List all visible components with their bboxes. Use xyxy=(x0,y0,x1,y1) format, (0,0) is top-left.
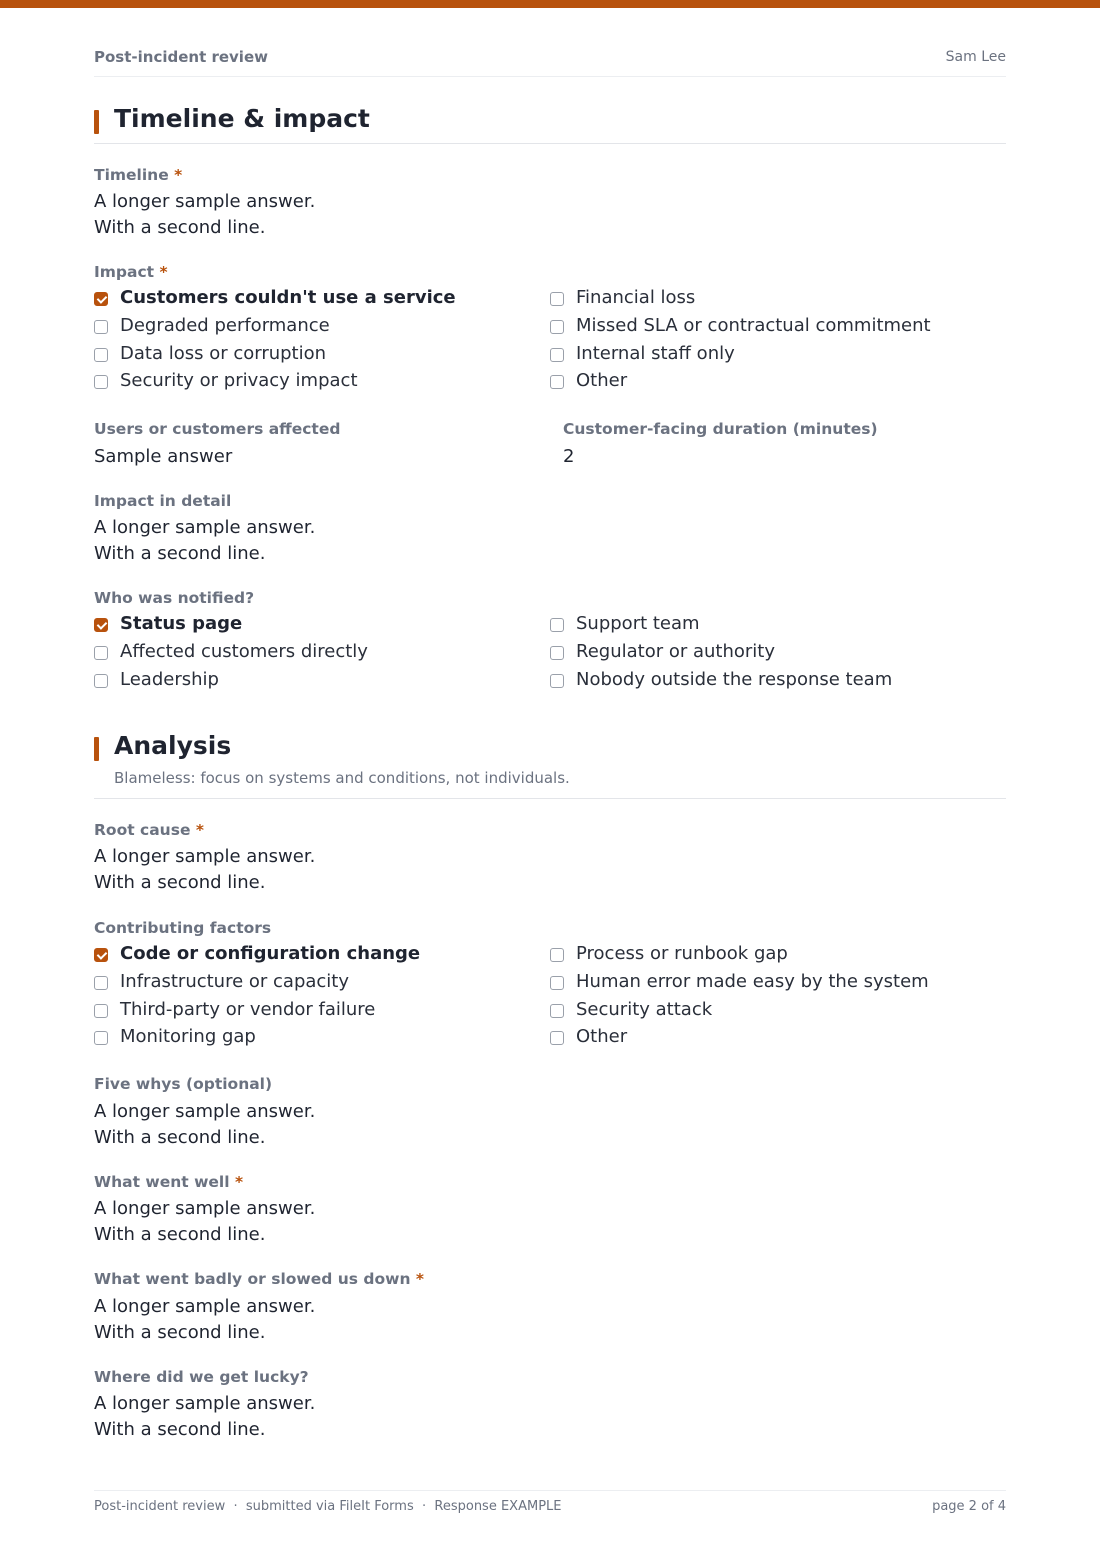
checkbox-empty-icon[interactable] xyxy=(94,976,108,990)
root-cause-label: Root cause * xyxy=(94,821,204,839)
checkbox-empty-icon[interactable] xyxy=(550,1031,564,1045)
required-marker: * xyxy=(159,263,168,281)
users-affected-label: Users or customers affected xyxy=(94,420,341,438)
checkbox-label: Financial loss xyxy=(576,287,696,308)
required-marker: * xyxy=(195,821,204,839)
checkbox-empty-icon[interactable] xyxy=(94,375,108,389)
section-accent-bar xyxy=(94,737,99,761)
notified-label: Who was notified? xyxy=(94,589,255,607)
duration-answer: 2 xyxy=(563,446,575,467)
impact-detail-answer: A longer sample answer. With a second line. xyxy=(94,517,316,564)
checkbox-label: Support team xyxy=(576,613,700,634)
checkbox-label: Other xyxy=(576,1026,628,1048)
section-subtitle: Blameless: focus on systems and conditions, not individuals. xyxy=(114,769,570,787)
checkbox-label: Leadership xyxy=(120,668,219,690)
checkbox-empty-icon[interactable] xyxy=(94,320,108,334)
duration-label: Customer-facing duration (minutes) xyxy=(563,420,878,438)
lucky-label: Where did we get lucky? xyxy=(94,1368,309,1386)
checkbox-empty-icon[interactable] xyxy=(94,674,108,688)
checkbox-empty-icon[interactable] xyxy=(550,292,564,306)
required-marker: * xyxy=(415,1270,425,1288)
root-cause-answer: A longer sample answer. With a second line. xyxy=(94,846,316,893)
checkbox-empty-icon[interactable] xyxy=(550,375,564,389)
checkbox-empty-icon[interactable] xyxy=(550,976,564,990)
five-whys-answer: A longer sample answer. With a second line. xyxy=(94,1101,316,1148)
page-header xyxy=(94,48,1006,77)
went-well-label: What went well * xyxy=(94,1173,244,1191)
section-timeline-impact xyxy=(94,104,1006,144)
checkbox-empty-icon[interactable] xyxy=(550,1004,564,1018)
checkbox-label: Infrastructure or capacity xyxy=(120,970,350,992)
timeline-label: Timeline * xyxy=(94,166,183,184)
impact-label: Impact * xyxy=(94,263,168,281)
checkbox-checked-icon[interactable] xyxy=(94,292,108,306)
went-badly-answer: A longer sample answer. With a second line. xyxy=(94,1296,316,1343)
checkbox-label: Process or runbook gap xyxy=(576,943,788,964)
checkbox-empty-icon[interactable] xyxy=(94,646,108,660)
five-whys-label: Five whys (optional) xyxy=(94,1075,273,1093)
users-affected-answer: Sample answer xyxy=(94,446,233,467)
checkbox-checked-icon[interactable] xyxy=(94,948,108,962)
checkbox-empty-icon[interactable] xyxy=(550,948,564,962)
checkbox-label: Human error made easy by the system xyxy=(576,970,929,992)
checkbox-label: Affected customers directly xyxy=(120,640,368,662)
checkbox-label: Degraded performance xyxy=(120,314,330,336)
form-title: Post-incident review xyxy=(94,48,268,66)
section-analysis xyxy=(94,731,1006,799)
checkbox-label: Status page xyxy=(120,613,243,634)
section-accent-bar xyxy=(94,110,99,134)
lucky-answer: A longer sample answer. With a second line. xyxy=(94,1393,316,1440)
checkbox-label: Security or privacy impact xyxy=(120,370,358,392)
accent-top-bar xyxy=(0,0,1100,8)
checkbox-label: Data loss or corruption xyxy=(120,342,327,364)
checkbox-label: Security attack xyxy=(576,998,713,1020)
timeline-answer: A longer sample answer. With a second line. xyxy=(94,191,316,238)
checkbox-empty-icon[interactable] xyxy=(550,320,564,334)
checkbox-empty-icon[interactable] xyxy=(550,618,564,632)
checkbox-label: Monitoring gap xyxy=(120,1026,256,1048)
checkbox-checked-icon[interactable] xyxy=(94,618,108,632)
required-marker: * xyxy=(174,166,183,184)
went-well-answer: A longer sample answer. With a second line. xyxy=(94,1198,316,1245)
checkbox-label: Regulator or authority xyxy=(576,640,775,662)
checkbox-label: Customers couldn't use a service xyxy=(120,287,456,308)
checkbox-label: Internal staff only xyxy=(576,342,735,364)
checkbox-label: Nobody outside the response team xyxy=(576,668,893,690)
respondent-name: Sam Lee xyxy=(945,49,1006,65)
checkbox-empty-icon[interactable] xyxy=(550,646,564,660)
footer-source: Post-incident review · submitted via FileIt Forms · Response EXAMPLE xyxy=(94,1499,562,1514)
checkbox-label: Third-party or vendor failure xyxy=(120,998,376,1020)
section-title: Analysis xyxy=(114,731,232,760)
went-badly-label: What went badly or slowed us down * xyxy=(94,1270,425,1288)
page-number: page 2 of 4 xyxy=(932,1499,1006,1514)
checkbox-empty-icon[interactable] xyxy=(94,1004,108,1018)
required-marker: * xyxy=(234,1173,244,1191)
section-title: Timeline & impact xyxy=(114,104,370,133)
page-footer xyxy=(94,1490,1006,1514)
checkbox-empty-icon[interactable] xyxy=(94,348,108,362)
checkbox-empty-icon[interactable] xyxy=(94,1031,108,1045)
checkbox-empty-icon[interactable] xyxy=(550,674,564,688)
checkbox-label: Missed SLA or contractual commitment xyxy=(576,314,931,336)
checkbox-label: Other xyxy=(576,370,628,392)
checkbox-label: Code or configuration change xyxy=(120,943,421,964)
checkbox-empty-icon[interactable] xyxy=(550,348,564,362)
contributing-factors-label: Contributing factors xyxy=(94,919,272,937)
impact-detail-label: Impact in detail xyxy=(94,492,232,510)
